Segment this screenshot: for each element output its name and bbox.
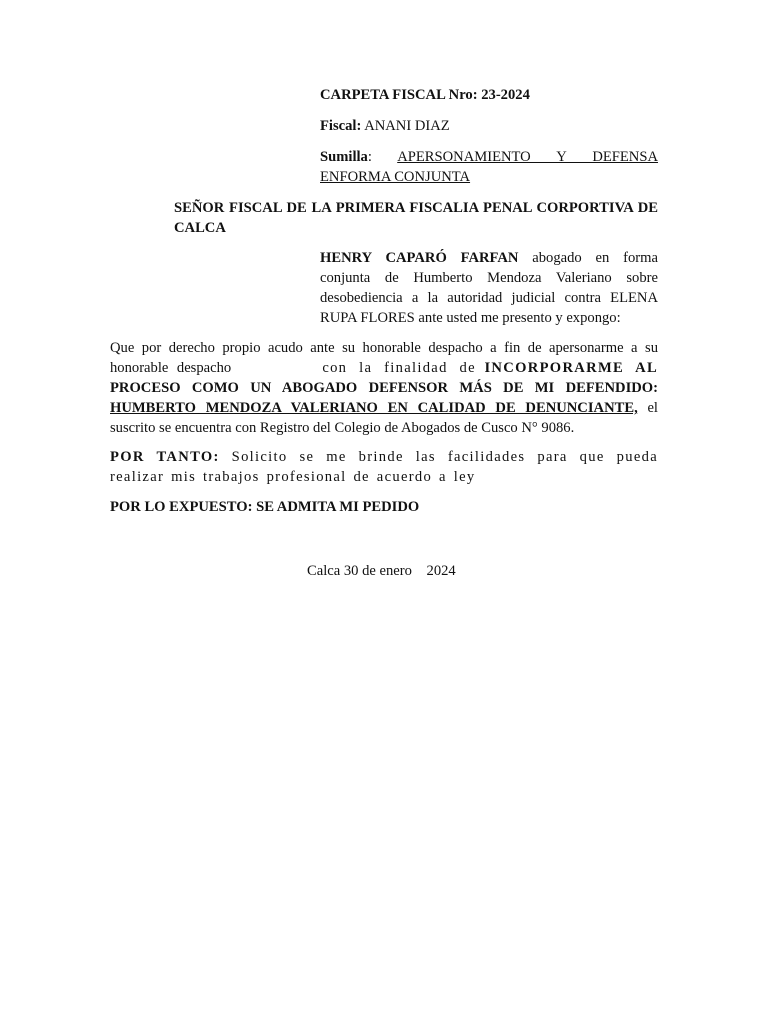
request-text: Solicito se me brinde las facilidades para que pueda (231, 449, 658, 465)
date-line: Calca 30 de enero 2024 (307, 563, 456, 579)
request-paragraph (110, 447, 658, 487)
intro-paragraph (320, 248, 658, 328)
request-line-2-text: realizar mis trabajos profesional de acuerdo a ley (110, 469, 476, 485)
main-line-2-word-b: despacho (176, 360, 232, 376)
request-line-2 (110, 467, 658, 487)
summary-text: APERSONAMIENTO Y DEFENSA ENFORMA CONJUNTA (320, 149, 659, 185)
main-line-5: suscrito se encuentra con Registro del Colegio de Abogados de Cusco N° 9086. (110, 420, 575, 436)
main-line-2-bold: INCORPORARME AL (484, 360, 658, 376)
summary-colon: : (367, 149, 372, 165)
request-label: POR TANTO: (110, 449, 220, 465)
main-line-3: PROCESO COMO UN ABOGADO DEFENSOR MÁS DE MI DEFENDIDO: (110, 380, 658, 396)
prosecutor-line (320, 116, 658, 136)
request-line-1 (110, 447, 658, 467)
intro-text: abogado en forma conjunta de Humberto Mendoza Valeriano sobre desobediencia a la autoridad judicial contra ELENA RUPA FLORES ante usted me presento y expongo: (320, 250, 658, 326)
client-name-underlined: HUMBERTO MENDOZA VALERIANO EN CALIDAD DE DENUNCIANTE, (110, 400, 638, 416)
prosecutor-label: Fiscal: (320, 118, 362, 134)
main-line-4-tail: el (637, 400, 658, 416)
main-paragraph (110, 338, 658, 438)
main-line-4 (110, 398, 658, 418)
main-line-1: Que por derecho propio acudo ante su honorable despacho a fin de apersonarme a su (110, 340, 658, 356)
addressee: SEÑOR FISCAL DE LA PRIMERA FISCALIA PENAL CORPORTIVA DE CALCA (174, 200, 658, 236)
main-line-2-word-a: honorable (110, 360, 169, 376)
main-line-2-phrase: con la finalidad de (322, 360, 476, 376)
closing-request: POR LO EXPUESTO: SE ADMITA MI PEDIDO (110, 499, 420, 515)
lawyer-name: HENRY CAPARÓ FARFAN (320, 250, 519, 266)
main-line-2 (110, 358, 658, 378)
summary-line (320, 147, 658, 187)
summary-label: Sumilla (320, 149, 368, 165)
case-number: CARPETA FISCAL Nro: 23-2024 (320, 87, 530, 103)
prosecutor-name: ANANI DIAZ (364, 118, 450, 134)
